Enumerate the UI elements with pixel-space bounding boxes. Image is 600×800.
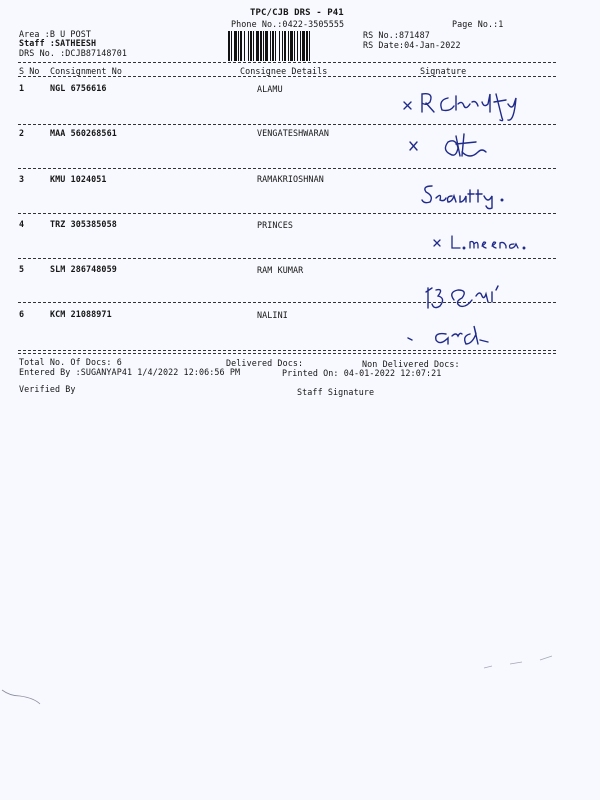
area-label: Area :B U POST — [19, 29, 91, 39]
row-consignment: KCM 21088971 — [50, 309, 112, 319]
signature-4 — [430, 232, 540, 258]
row-consignee: NALINI — [257, 310, 288, 320]
column-signature: Signature — [420, 66, 467, 76]
row-consignee: ALAMU — [257, 84, 283, 94]
delivered-docs: Delivered Docs: — [226, 358, 304, 368]
row-consignment: KMU 1024051 — [50, 174, 107, 184]
row-consignee: RAMAKRIOSHNAN — [257, 174, 324, 184]
row-consignee: VENGATESHWARAN — [257, 128, 329, 138]
non-delivered-docs: Non Delivered Docs: — [362, 359, 460, 369]
page-number: Page No.:1 — [452, 19, 504, 29]
phone-number: Phone No.:0422-3505555 — [231, 19, 345, 29]
staff-signature-label: Staff Signature — [297, 387, 375, 397]
row-consignment: TRZ 305385058 — [50, 219, 117, 229]
column-consignee: Consignee Details — [240, 66, 328, 76]
printed-on: Printed On: 04-01-2022 12:07:21 — [282, 368, 442, 378]
staff-label: Staff :SATHEESH — [19, 38, 97, 48]
row-consignment: MAA 560268561 — [50, 128, 117, 138]
rs-number: RS No.:871487 — [363, 30, 430, 40]
entered-by: Entered By :SUGANYAP41 1/4/2022 12:06:56 PM — [19, 367, 241, 377]
row-consignee: RAM KUMAR — [257, 265, 304, 275]
column-sno: S No — [19, 66, 40, 76]
header-top-rule — [18, 62, 556, 63]
row-sno: 3 — [19, 174, 25, 184]
row-sno: 4 — [19, 219, 25, 229]
footer-rule — [18, 353, 556, 354]
row-sno: 2 — [19, 128, 25, 138]
row-sno: 6 — [19, 309, 25, 319]
row-consignment: NGL 6756616 — [50, 83, 107, 93]
scan-artifact — [480, 650, 560, 680]
signature-1 — [400, 88, 530, 128]
signature-5 — [424, 282, 524, 322]
row-consignee: PRINCES — [257, 220, 293, 230]
column-consignment: Consignment No — [50, 66, 122, 76]
signature-2 — [406, 130, 496, 170]
signature-6 — [400, 322, 510, 356]
row-consignment: SLM 286748059 — [50, 264, 117, 274]
scan-artifact — [0, 670, 60, 730]
rs-date: RS Date:04-Jan-2022 — [363, 40, 461, 50]
row-divider — [18, 258, 556, 259]
drs-number: DRS No. :DCJB87148701 — [19, 48, 127, 58]
header-bottom-rule — [18, 76, 556, 77]
verified-by: Verified By — [19, 384, 76, 394]
row-sno: 5 — [19, 264, 25, 274]
barcode-icon — [228, 31, 352, 61]
document-title: TPC/CJB DRS - P41 — [250, 8, 344, 18]
row-sno: 1 — [19, 83, 25, 93]
signature-3 — [418, 180, 518, 214]
total-docs: Total No. Of Docs: 6 — [19, 357, 122, 367]
